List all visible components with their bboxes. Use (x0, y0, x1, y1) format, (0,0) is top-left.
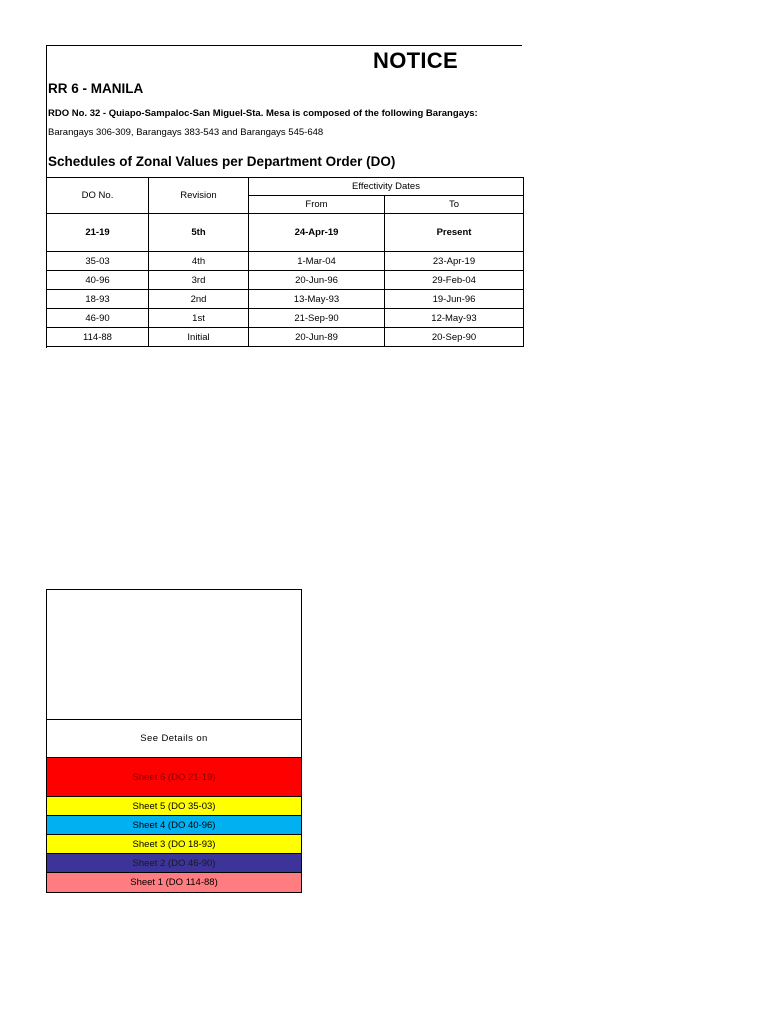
cell-to: 19-Jun-96 (385, 290, 524, 309)
cell-from: 24-Apr-19 (249, 214, 385, 252)
header-effectivity: Effectivity Dates (249, 178, 524, 196)
region-heading: RR 6 - MANILA (48, 81, 144, 96)
cell-from: 1-Mar-04 (249, 252, 385, 271)
cell-revision: 5th (149, 214, 249, 252)
cell-to: 20-Sep-90 (385, 328, 524, 347)
cell-revision: 2nd (149, 290, 249, 309)
sheet-6-link[interactable]: Sheet 6 (DO 21-19) (46, 758, 302, 797)
notice-title: NOTICE (373, 48, 458, 73)
sheet-2-link[interactable]: Sheet 2 (DO 46-90) (46, 854, 302, 873)
schedule-title: Schedules of Zonal Values per Department Order (DO) (48, 154, 396, 169)
rdo-description: RDO No. 32 - Quiapo-Sampaloc-San Miguel-Sta. Mesa is composed of the following Barangays: (48, 108, 478, 119)
cell-do-no: 46-90 (47, 309, 149, 328)
cell-do-no: 114-88 (47, 328, 149, 347)
table-row (47, 290, 524, 309)
cell-revision: Initial (149, 328, 249, 347)
cell-to: Present (385, 214, 524, 252)
header-revision: Revision (149, 178, 249, 214)
header-to: To (385, 196, 524, 214)
cell-revision: 3rd (149, 271, 249, 290)
cell-from: 21-Sep-90 (249, 309, 385, 328)
table-row (47, 271, 524, 290)
cell-from: 13-May-93 (249, 290, 385, 309)
top-border-rule (46, 45, 522, 46)
cell-revision: 1st (149, 309, 249, 328)
cell-do-no: 40-96 (47, 271, 149, 290)
cell-from: 20-Jun-96 (249, 271, 385, 290)
table-row (47, 252, 524, 271)
see-details-label: See Details on (46, 719, 302, 758)
header-from: From (249, 196, 385, 214)
sheet-5-link[interactable]: Sheet 5 (DO 35-03) (46, 797, 302, 816)
zonal-values-table (46, 177, 524, 347)
sheet-4-link[interactable]: Sheet 4 (DO 40-96) (46, 816, 302, 835)
sheet-1-link[interactable]: Sheet 1 (DO 114-88) (46, 873, 302, 893)
cell-from: 20-Jun-89 (249, 328, 385, 347)
cell-revision: 4th (149, 252, 249, 271)
sheet-index-box (46, 589, 302, 719)
cell-to: 12-May-93 (385, 309, 524, 328)
table-row (47, 328, 524, 347)
sheet-3-link[interactable]: Sheet 3 (DO 18-93) (46, 835, 302, 854)
current-do-row (47, 214, 524, 252)
table-row (47, 309, 524, 328)
cell-do-no: 35-03 (47, 252, 149, 271)
cell-do-no: 18-93 (47, 290, 149, 309)
cell-do-no: 21-19 (47, 214, 149, 252)
cell-to: 29-Feb-04 (385, 271, 524, 290)
barangay-list: Barangays 306-309, Barangays 383-543 and Barangays 545-648 (48, 127, 324, 138)
header-do-no: DO No. (47, 178, 149, 214)
cell-to: 23-Apr-19 (385, 252, 524, 271)
